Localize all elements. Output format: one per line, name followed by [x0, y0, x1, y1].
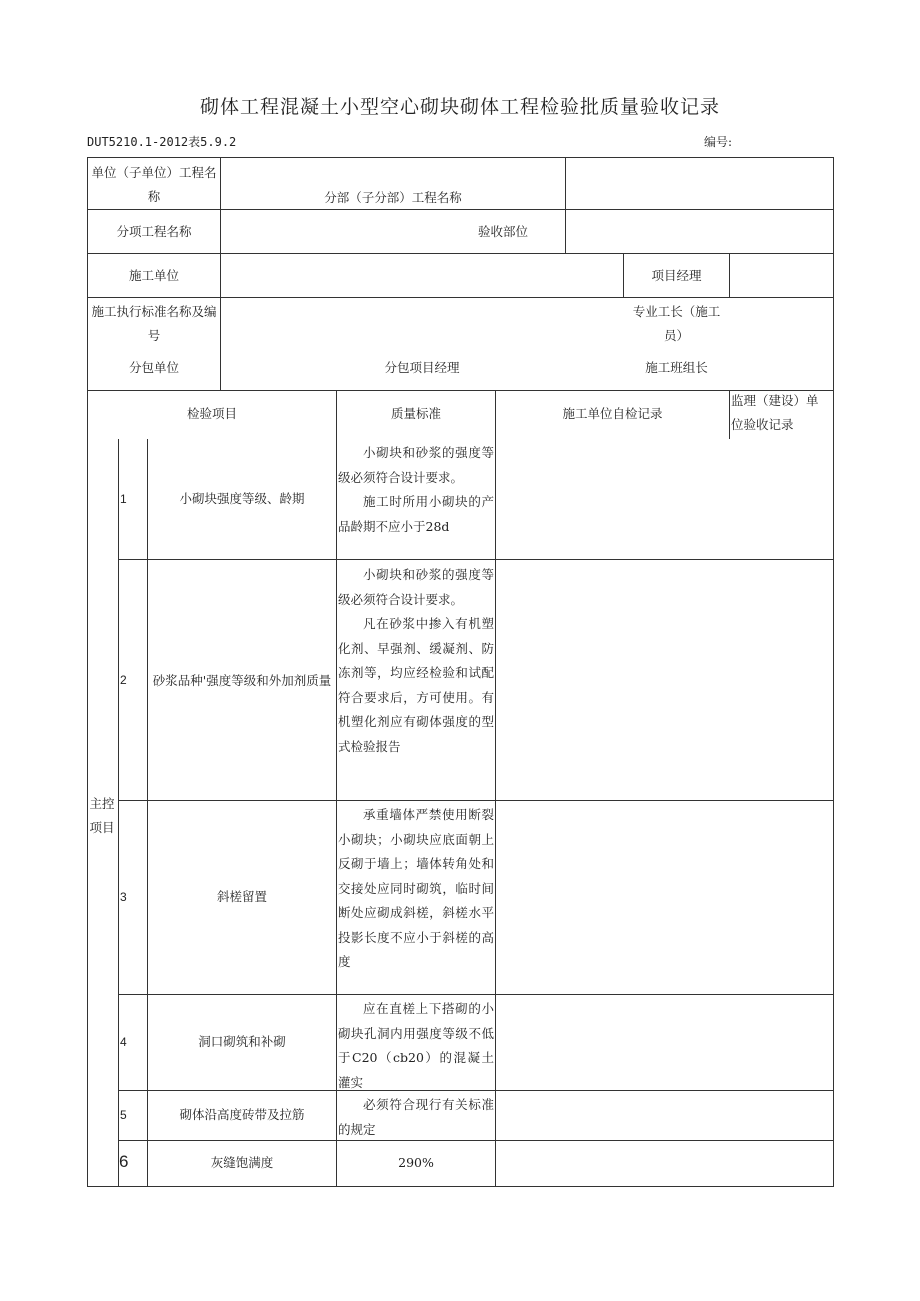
document-title: 砌体工程混凝土小型空心砌块砌体工程检验批质量验收记录 [199, 96, 720, 118]
standard-name-label: 施工执行标准名称及编号 [91, 304, 217, 343]
sub-manager-label: 分包项目经理 [384, 360, 460, 375]
team-leader-label: 施工班组长 [645, 360, 708, 375]
quality-standard: 必须符合现行有关标准的规定 [338, 1097, 494, 1137]
item-number: 2 [120, 673, 127, 687]
item-number: 6 [119, 1152, 129, 1171]
project-manager-label: 项目经理 [651, 267, 702, 283]
acceptance-part-label: 验收部位 [478, 223, 529, 239]
subdivision-name-label: 分部（子分部）工程名称 [324, 190, 462, 205]
quality-standard: 小砌块和砂浆的强度等级必须符合设计要求。 凡在砂浆中掺入有机塑化剂、早强剂、缓凝剂、防冻剂等，均应经检验和试配符合要求后，方可使用。有机塑化剂应有砌体强度的型式检验报告 [338, 567, 494, 754]
item-name: 小砌块强度等级、龄期 [179, 491, 305, 506]
item-number: 3 [120, 890, 127, 904]
quality-standard: 应在直槎上下搭砌的小砌块孔洞内用强度等级不低于C20（cb20）的混凝土灌实 [338, 1001, 494, 1090]
unit-project-name-label: 单位（子单位）工程名称 [91, 165, 217, 204]
item-name-label: 分项工程名称 [116, 223, 192, 239]
item-number: 1 [120, 492, 127, 506]
quality-standard: 290% [398, 1155, 434, 1170]
item-name: 洞口砌筑和补砌 [198, 1034, 286, 1049]
quality-standard: 小砌块和砂浆的强度等级必须符合设计要求。 施工时所用小砌块的产品龄期不应小于28d [338, 445, 494, 534]
construction-unit-label: 施工单位 [128, 267, 179, 283]
main-control-label: 主控项目 [89, 796, 115, 835]
item-name: 砌体沿高度砖带及拉筋 [179, 1107, 305, 1122]
item-name: 灰缝饱满度 [210, 1155, 274, 1170]
item-name: 斜槎留置 [216, 889, 267, 904]
number-label: 编号: [704, 135, 733, 149]
item-number: 4 [120, 1035, 127, 1049]
item-name: 砂浆品种'强度等级和外加剂质量 [152, 673, 332, 688]
item-number: 5 [120, 1108, 127, 1122]
col-item-header: 检验项目 [186, 406, 237, 421]
subcontractor-label: 分包单位 [128, 360, 179, 375]
col-standard-header: 质量标准 [390, 406, 441, 421]
col-self-check-header: 施工单位自检记录 [562, 406, 663, 421]
foreman-label: 专业工长（施工员） [632, 304, 721, 343]
standard-code: DUT5210.1-2012表5.9.2 [87, 135, 237, 149]
col-supervision-header: 监理（建设）单位验收记录 [731, 393, 819, 432]
quality-standard: 承重墙体严禁使用断裂小砌块；小砌块应底面朝上反砌于墙上；墙体转角处和交接处应同时砌筑，临时间断处应砌成斜槎，斜槎水平投影长度不应小于斜槎的高度 [338, 807, 494, 969]
